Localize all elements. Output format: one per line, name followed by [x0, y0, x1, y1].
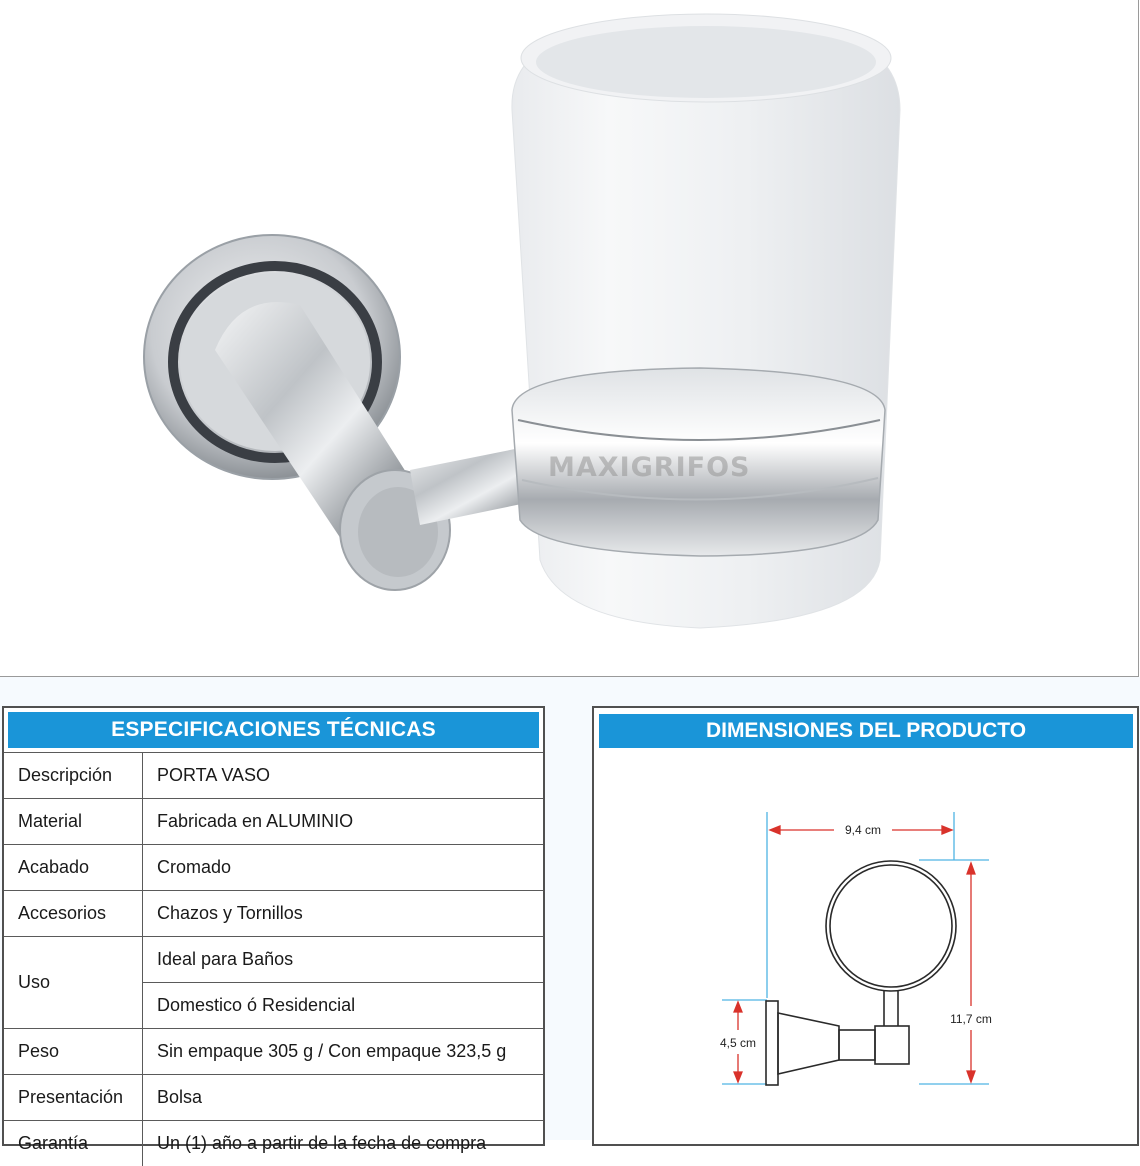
spec-value: Un (1) año a partir de la fecha de compra — [143, 1121, 544, 1166]
table-row — [4, 845, 543, 891]
spec-value: Chazos y Tornillos — [143, 891, 544, 937]
spec-value: Cromado — [143, 845, 544, 891]
product-outline — [766, 861, 956, 1085]
dimension-drawing — [594, 708, 1140, 1148]
spec-label: Presentación — [4, 1075, 143, 1121]
extension-lines — [722, 812, 989, 1084]
dimensions-panel — [592, 706, 1139, 1146]
specs-header: ESPECIFICACIONES TÉCNICAS — [8, 712, 539, 748]
table-row — [4, 1029, 543, 1075]
spec-label: Peso — [4, 1029, 143, 1075]
height-dimension-label: 11,7 cm — [950, 1012, 992, 1026]
spec-label: Acabado — [4, 845, 143, 891]
table-row — [4, 937, 543, 983]
width-dimension-label: 9,4 cm — [845, 823, 881, 837]
table-row — [4, 753, 543, 799]
dimensions-header: DIMENSIONES DEL PRODUCTO — [599, 714, 1133, 748]
spec-value: Ideal para Baños — [143, 937, 544, 983]
spec-value: Domestico ó Residencial — [143, 983, 544, 1029]
spec-label: Uso — [4, 937, 143, 1029]
specs-panel — [2, 706, 545, 1146]
spec-label: Accesorios — [4, 891, 143, 937]
table-row — [4, 1121, 543, 1166]
table-row — [4, 799, 543, 845]
watermark-text: MAXIGRIFOS — [548, 452, 750, 483]
spec-value: Sin empaque 305 g / Con empaque 323,5 g — [143, 1029, 544, 1075]
spec-label: Garantía — [4, 1121, 143, 1166]
dimension-arrows — [734, 826, 975, 1082]
table-row — [4, 891, 543, 937]
base-dimension-label: 4,5 cm — [720, 1036, 756, 1050]
spec-value: PORTA VASO — [143, 753, 544, 799]
specs-table — [4, 752, 543, 1166]
spec-value: Bolsa — [143, 1075, 544, 1121]
spec-value: Fabricada en ALUMINIO — [143, 799, 544, 845]
table-row — [4, 1075, 543, 1121]
spec-label: Material — [4, 799, 143, 845]
spec-label: Descripción — [4, 753, 143, 799]
